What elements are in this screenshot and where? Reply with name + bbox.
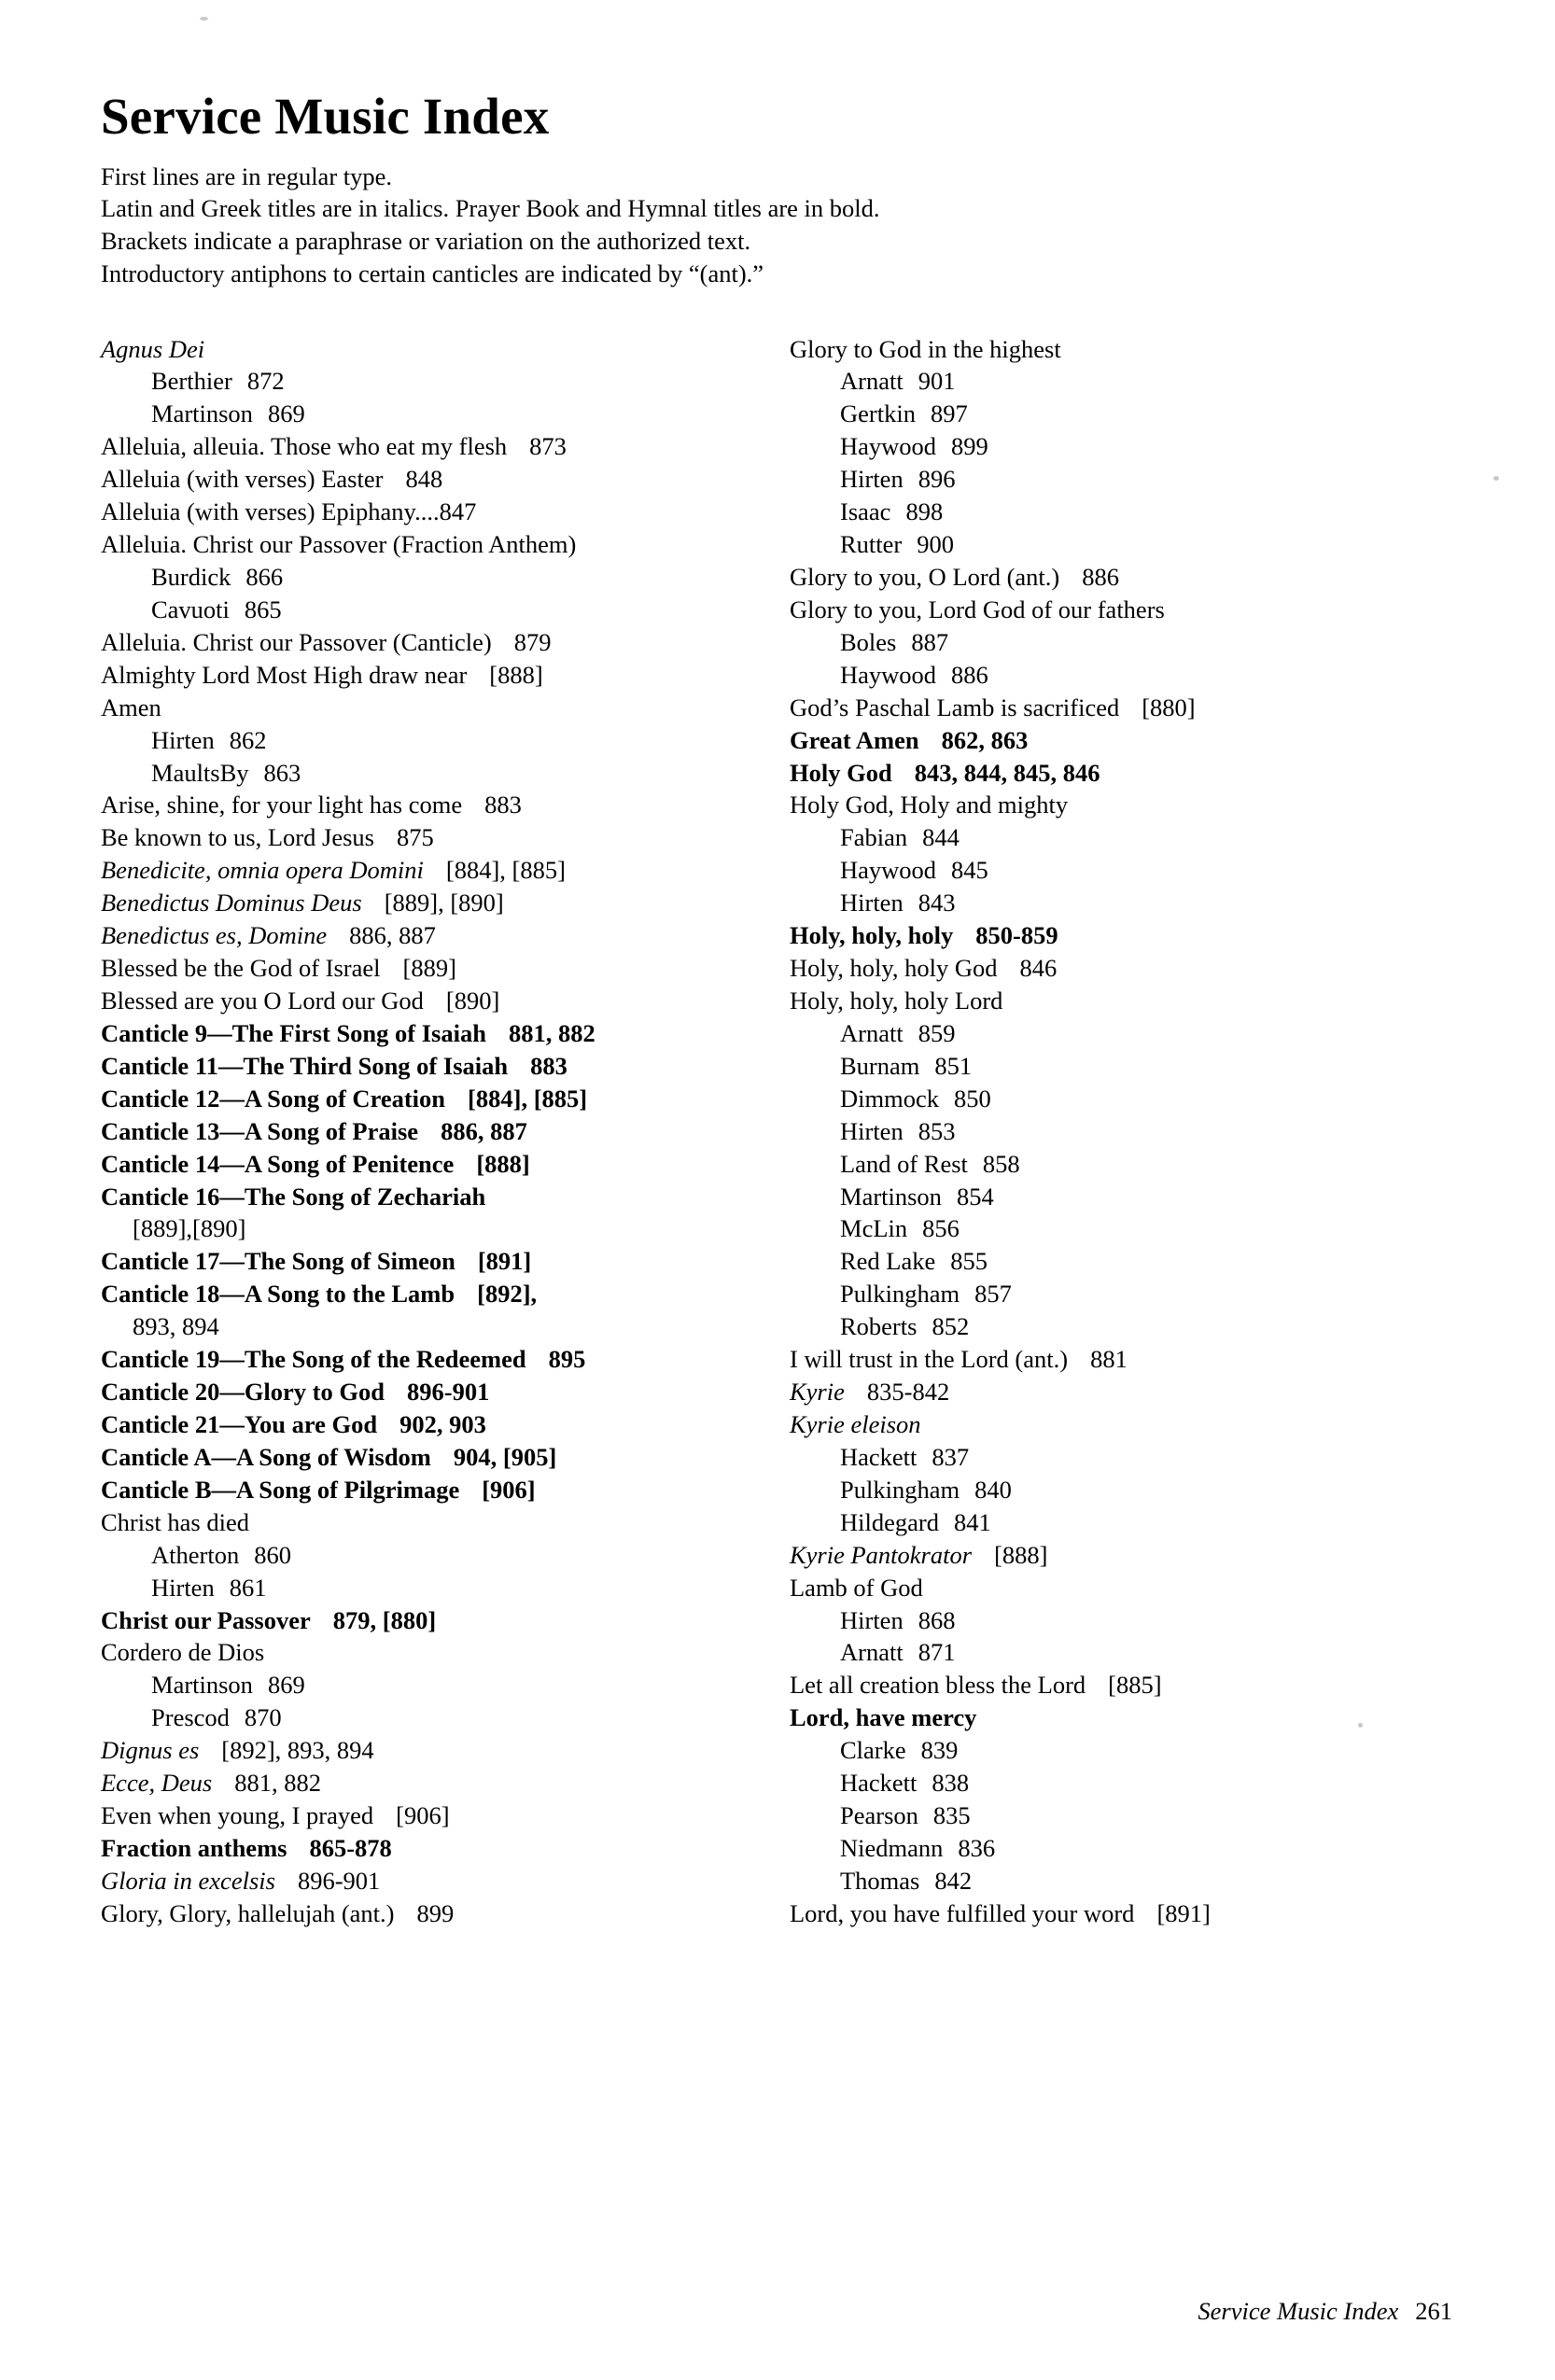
index-entry-page-numbers: 865 — [244, 595, 282, 623]
index-entry[interactable] — [790, 1408, 1465, 1441]
index-entry[interactable] — [101, 1832, 777, 1865]
index-entry-title: Canticle 12—A Song of Creation — [101, 1084, 446, 1113]
index-entry-title: Benedictus es, Domine — [101, 921, 328, 950]
index-entry-page-numbers: 856 — [922, 1214, 960, 1243]
index-entry[interactable] — [790, 528, 1465, 561]
index-entry-title: Be known to us, Lord Jesus — [101, 823, 374, 852]
scan-speck-icon — [1358, 1723, 1363, 1728]
index-entry[interactable] — [101, 333, 777, 366]
index-entry-page-numbers: 835 — [932, 1801, 971, 1830]
index-entry-title: Great Amen — [790, 725, 919, 754]
index-column-right — [777, 333, 1465, 1930]
index-entry-page-numbers: 866 — [245, 563, 284, 592]
index-entry[interactable] — [790, 985, 1465, 1017]
index-entry-title: Blessed are you O Lord our God — [101, 987, 424, 1015]
index-entry-page-numbers: 883 — [484, 791, 522, 819]
index-entry[interactable] — [790, 887, 1465, 919]
index-entry[interactable] — [790, 692, 1465, 724]
index-entry[interactable] — [790, 1604, 1465, 1637]
index-entry-title: Even when young, I prayed — [101, 1801, 374, 1830]
index-entry[interactable] — [101, 1212, 777, 1245]
index-entry[interactable] — [790, 1050, 1465, 1083]
index-entry-title: Kyrie — [790, 1378, 845, 1407]
index-entry-title: Niedmann — [840, 1833, 944, 1862]
index-entry-page-numbers: 869 — [267, 399, 305, 428]
index-entry[interactable] — [101, 1148, 777, 1181]
index-entry[interactable] — [790, 398, 1465, 430]
index-entry-title: Pulkingham — [840, 1280, 960, 1309]
index-entry-page-numbers: 840 — [974, 1475, 1012, 1504]
index-entry-page-numbers: [889], [890] — [384, 889, 504, 917]
index-entry-page-numbers: 899 — [416, 1898, 455, 1927]
index-entry-title: Canticle B—A Song of Pilgrimage — [101, 1475, 460, 1504]
index-entry-title: Holy, holy, holy God — [790, 954, 998, 983]
index-entry-page-numbers: 879 — [513, 627, 552, 656]
index-entry-title: Dimmock — [840, 1084, 939, 1113]
index-entry-page-numbers: 865-878 — [309, 1833, 392, 1862]
index-entry-title: Boles — [840, 627, 897, 656]
index-entry[interactable] — [101, 1441, 777, 1474]
index-entry[interactable] — [790, 1767, 1465, 1799]
index-entry-title: Canticle 14—A Song of Penitence — [101, 1149, 455, 1178]
index-entry-title: Martinson — [151, 399, 253, 428]
index-entry-page-numbers: 843, 844, 845, 846 — [914, 758, 1100, 787]
index-entry[interactable] — [101, 1604, 777, 1637]
index-entry-title: Glory, Glory, hallelujah (ant.) — [101, 1898, 395, 1927]
index-entry-page-numbers: 862 — [229, 725, 267, 754]
index-entry[interactable] — [790, 1799, 1465, 1832]
index-entry[interactable] — [101, 528, 777, 561]
index-entry-title: Canticle 17—The Song of Simeon — [101, 1247, 455, 1276]
index-entry-page-numbers: 869 — [267, 1671, 305, 1700]
index-entry[interactable] — [790, 1083, 1465, 1115]
index-entry-page-numbers: 860 — [254, 1540, 291, 1569]
index-entry-page-numbers: 861 — [229, 1573, 267, 1602]
scan-speck-icon — [1493, 476, 1499, 481]
index-entry-page-numbers: [885] — [1108, 1671, 1162, 1700]
index-entry-title: I will trust in the Lord (ant.) — [790, 1345, 1069, 1374]
index-entry-title: Dignus es — [101, 1736, 200, 1765]
index-entry-title: Alleluia. Christ our Passover (Canticle) — [101, 627, 492, 656]
index-entry-title: Lord, have mercy — [790, 1703, 977, 1732]
index-entry[interactable] — [101, 919, 777, 952]
index-entry-title: Prescod — [151, 1703, 230, 1732]
index-entry[interactable] — [790, 1212, 1465, 1245]
index-entry-page-numbers: 852 — [932, 1312, 970, 1341]
index-entry[interactable] — [101, 1734, 777, 1767]
index-entry-title: Ecce, Deus — [101, 1769, 213, 1798]
index-entry-page-numbers: 854 — [956, 1182, 994, 1211]
index-entry-title: Benedicite, omnia opera Domini — [101, 856, 424, 885]
index-entry-page-numbers: 859 — [918, 1018, 956, 1047]
index-entry-page-numbers: 850-859 — [975, 921, 1058, 950]
index-entry-title: Blessed be the God of Israel — [101, 954, 381, 983]
index-entry[interactable] — [790, 1669, 1465, 1701]
index-entry-page-numbers: 881, 882 — [508, 1018, 595, 1047]
index-entry-page-numbers: [884], [885] — [445, 856, 566, 885]
index-entry[interactable] — [101, 887, 777, 919]
index-entry[interactable] — [790, 1148, 1465, 1181]
index-entry[interactable] — [790, 430, 1465, 463]
index-entry-page-numbers: 846 — [1019, 954, 1058, 983]
index-entry[interactable] — [790, 821, 1465, 854]
index-entry-title: Burnam — [840, 1051, 920, 1080]
index-entry-page-numbers: 836 — [958, 1833, 996, 1862]
index-entry-page-numbers: 835-842 — [866, 1378, 950, 1407]
intro-line-3: Brackets indicate a paraphrase or variation on the authorized text. — [101, 227, 751, 256]
index-entry-title: Holy, holy, holy Lord — [790, 987, 1003, 1015]
index-entry[interactable] — [790, 1376, 1465, 1408]
index-entry-title: Canticle 16—The Song of Zechariah — [101, 1182, 486, 1211]
index-entry-title: Canticle 21—You are God — [101, 1409, 378, 1438]
index-entry[interactable] — [790, 1343, 1465, 1376]
index-entry-title: Kyrie Pantokrator — [790, 1540, 973, 1569]
index-entry-title: Martinson — [840, 1182, 942, 1211]
index-entry-title: Alleluia, alleuia. Those who eat my flesh — [101, 432, 508, 461]
index-entry-title: Canticle 9—The First Song of Isaiah — [101, 1018, 486, 1047]
index-entry-page-numbers: 842 — [934, 1866, 973, 1895]
index-entry[interactable] — [101, 1865, 777, 1897]
index-entry[interactable] — [101, 1181, 777, 1213]
index-entry[interactable] — [790, 1636, 1465, 1669]
index-entry-page-numbers: 868 — [918, 1605, 956, 1634]
index-entry[interactable] — [790, 1474, 1465, 1506]
index-entry-title: Let all creation bless the Lord — [790, 1671, 1086, 1700]
index-entry-title: Canticle 19—The Song of the Redeemed — [101, 1345, 526, 1374]
scan-speck-icon — [200, 17, 208, 21]
index-entry[interactable] — [101, 594, 777, 626]
index-entry[interactable] — [790, 1181, 1465, 1213]
index-entry-title: Rutter — [840, 530, 903, 559]
index-entry[interactable] — [101, 365, 777, 398]
intro-line-2: Latin and Greek titles are in italics. Prayer Book and Hymnal titles are in bold. — [101, 194, 880, 223]
index-entry[interactable] — [790, 333, 1465, 366]
index-columns — [101, 333, 1454, 1930]
index-entry-title: Lamb of God — [790, 1573, 923, 1602]
index-entry[interactable] — [790, 1310, 1465, 1343]
page-footer — [1198, 2297, 1452, 2326]
index-entry[interactable] — [790, 1017, 1465, 1050]
index-entry[interactable] — [101, 1897, 777, 1930]
index-entry[interactable] — [101, 854, 777, 887]
page-title: Service Music Index — [101, 88, 550, 145]
index-entry[interactable] — [790, 1115, 1465, 1148]
index-entry-page-numbers: [891] — [1156, 1898, 1211, 1927]
page-content — [101, 90, 1454, 1930]
index-entry[interactable] — [101, 789, 777, 821]
index-entry-title: Haywood — [840, 660, 937, 689]
index-entry-title: Red Lake — [840, 1247, 936, 1276]
index-entry[interactable] — [101, 1050, 777, 1083]
index-entry-title: Fabian — [840, 823, 908, 852]
footer-title: Service Music Index — [1198, 2297, 1399, 2325]
index-entry-page-numbers: [880] — [1142, 693, 1196, 721]
index-entry-title: Cavuoti — [151, 595, 230, 623]
index-entry-title: Lord, you have fulfilled your word — [790, 1898, 1135, 1927]
index-entry-title: Hirten — [840, 1116, 904, 1145]
index-entry[interactable] — [101, 626, 777, 659]
index-entry-page-numbers: 862, 863 — [941, 725, 1029, 754]
index-entry[interactable] — [101, 496, 777, 528]
index-entry-page-numbers: 838 — [932, 1769, 970, 1798]
index-entry[interactable] — [790, 1865, 1465, 1897]
index-entry-title: Land of Rest — [840, 1149, 968, 1178]
index-entry-page-numbers: 858 — [982, 1149, 1020, 1178]
index-entry[interactable] — [101, 659, 777, 692]
index-entry-page-numbers: 873 — [529, 432, 567, 461]
index-entry-page-numbers: 896 — [918, 465, 956, 494]
index-entry-page-numbers: 886 — [1082, 563, 1119, 592]
index-entry-title: Alleluia. Christ our Passover (Fraction Anthem) — [101, 530, 577, 559]
index-entry-page-numbers: 839 — [920, 1736, 959, 1765]
index-entry[interactable] — [101, 1506, 777, 1539]
index-entry-page-numbers: 900 — [917, 530, 954, 559]
index-entry-title: Holy God — [790, 758, 892, 787]
index-entry[interactable] — [101, 1017, 777, 1050]
index-entry[interactable] — [101, 430, 777, 463]
index-entry-title: Hirten — [151, 1573, 215, 1602]
index-entry[interactable] — [790, 1701, 1465, 1734]
index-entry-page-numbers: 895 — [548, 1345, 586, 1374]
index-entry-page-numbers: [892], — [477, 1280, 538, 1309]
index-entry-title: Holy God, Holy and mighty — [790, 791, 1069, 819]
index-entry-page-numbers: [888] — [476, 1149, 530, 1178]
index-entry[interactable] — [101, 1799, 777, 1832]
index-entry-page-numbers: 863 — [263, 758, 301, 787]
index-entry-page-numbers: 848 — [405, 465, 443, 494]
intro-line-4: Introductory antiphons to certain canticles are indicated by “(ant).” — [101, 259, 764, 287]
index-entry-page-numbers: [888] — [489, 660, 543, 689]
index-entry-title: Haywood — [840, 856, 937, 885]
index-entry[interactable] — [790, 1506, 1465, 1539]
index-entry-page-numbers: 887 — [911, 627, 949, 656]
index-entry-title: Hirten — [840, 465, 904, 494]
index-entry-page-numbers: 841 — [953, 1507, 991, 1536]
index-entry-title: Gertkin — [840, 399, 916, 428]
index-entry-title: Arise, shine, for your light has come — [101, 791, 463, 819]
index-entry-page-numbers: [890] — [445, 987, 500, 1015]
index-entry-title: Burdick — [151, 563, 231, 592]
index-entry-title: Clarke — [840, 1736, 906, 1765]
index-entry[interactable] — [101, 1539, 777, 1572]
index-entry[interactable] — [101, 1083, 777, 1115]
index-entry-page-numbers: 904, [905] — [453, 1442, 557, 1471]
index-entry[interactable] — [790, 463, 1465, 496]
index-entry-page-numbers: 896-901 — [407, 1378, 490, 1407]
index-entry[interactable] — [101, 1767, 777, 1799]
index-entry-title: Arnatt — [840, 1638, 904, 1667]
index-entry[interactable] — [790, 1539, 1465, 1572]
index-entry[interactable] — [790, 626, 1465, 659]
index-entry-title: Glory to you, O Lord (ant.) — [790, 563, 1060, 592]
index-entry-title: McLin — [840, 1214, 908, 1243]
index-entry-page-numbers: 901 — [918, 367, 956, 396]
index-entry-title: Canticle 11—The Third Song of Isaiah — [101, 1051, 509, 1080]
index-entry[interactable] — [790, 919, 1465, 952]
index-entry[interactable] — [790, 952, 1465, 985]
index-entry-title: Canticle 20—Glory to God — [101, 1378, 385, 1407]
index-entry-page-numbers: 844 — [922, 823, 960, 852]
index-entry-title: MaultsBy — [151, 758, 249, 787]
index-entry-page-numbers: 855 — [950, 1247, 988, 1276]
index-entry-title: Hirten — [840, 1605, 904, 1634]
index-entry[interactable] — [790, 1245, 1465, 1278]
index-entry-title: Holy, holy, holy — [790, 921, 954, 950]
index-entry-title: Canticle 13—A Song of Praise — [101, 1116, 419, 1145]
index-entry-page-numbers: 883 — [530, 1051, 567, 1080]
index-entry[interactable] — [790, 659, 1465, 692]
index-entry-page-numbers: 875 — [396, 823, 434, 852]
index-entry[interactable] — [790, 1832, 1465, 1865]
index-entry[interactable] — [790, 724, 1465, 757]
index-entry-page-numbers: 843 — [918, 889, 956, 917]
index-entry-title: Canticle A—A Song of Wisdom — [101, 1442, 431, 1471]
index-entry-page-numbers: 881 — [1090, 1345, 1128, 1374]
index-entry-page-numbers: [884], [885] — [468, 1084, 588, 1113]
index-entry-page-numbers: 899 — [951, 432, 988, 461]
index-entry-title: Glory to you, Lord God of our fathers — [790, 595, 1165, 623]
index-entry-title: Christ our Passover — [101, 1605, 311, 1634]
index-entry[interactable] — [101, 561, 777, 594]
index-entry-title: Benedictus Dominus Deus — [101, 889, 362, 917]
index-column-left — [101, 333, 777, 1930]
index-entry-title: Fraction anthems — [101, 1833, 287, 1862]
index-entry-title: Pulkingham — [840, 1475, 960, 1504]
index-entry-title: Glory to God in the highest — [790, 334, 1061, 363]
index-entry[interactable] — [101, 692, 777, 724]
index-entry[interactable] — [101, 463, 777, 496]
index-entry[interactable] — [101, 398, 777, 430]
index-entry-title: God’s Paschal Lamb is sacrificed — [790, 693, 1120, 721]
index-entry-title: Hirten — [151, 725, 215, 754]
index-entry-page-numbers: 886 — [951, 660, 988, 689]
index-entry-title: Hildegard — [840, 1507, 939, 1536]
index-entry-title: Haywood — [840, 432, 937, 461]
index-entry-title: Hackett — [840, 1769, 918, 1798]
index-entry-page-numbers: 879, [880] — [332, 1605, 437, 1634]
index-entry[interactable] — [101, 1343, 777, 1376]
intro-line-1: First lines are in regular type. — [101, 161, 393, 190]
index-entry[interactable] — [101, 724, 777, 757]
index-entry-page-numbers: 853 — [918, 1116, 956, 1145]
index-entry-page-numbers: [889] — [402, 954, 456, 983]
index-entry[interactable] — [101, 1636, 777, 1669]
index-entry-page-numbers: 881, 882 — [234, 1769, 321, 1798]
index-entry-title: Agnus Dei — [101, 334, 205, 363]
index-entry[interactable] — [101, 1669, 777, 1701]
index-entry-page-numbers: 851 — [934, 1051, 973, 1080]
index-entry-title: Hackett — [840, 1442, 918, 1471]
index-entry-page-numbers: 871 — [918, 1638, 956, 1667]
index-entry-title: Christ has died — [101, 1507, 249, 1536]
index-entry[interactable] — [101, 1408, 777, 1441]
index-entry[interactable] — [790, 854, 1465, 887]
index-entry-title: Alleluia (with verses) Epiphany....847 — [101, 497, 477, 526]
index-entry-title: Gloria in excelsis — [101, 1866, 275, 1895]
index-entry[interactable] — [790, 1734, 1465, 1767]
index-entry[interactable] — [790, 1278, 1465, 1310]
index-entry[interactable] — [790, 594, 1465, 626]
index-entry[interactable] — [790, 1897, 1465, 1930]
index-entry-page-numbers: 886, 887 — [349, 921, 436, 950]
index-entry[interactable] — [101, 757, 777, 790]
index-entry-page-numbers: [892], 893, 894 — [221, 1736, 374, 1765]
index-entry-title: Canticle 18—A Song to the Lamb — [101, 1280, 455, 1309]
index-entry[interactable] — [101, 1245, 777, 1278]
index-entry-title: Hirten — [840, 889, 904, 917]
index-entry-page-numbers: [888] — [994, 1540, 1048, 1569]
index-entry[interactable] — [790, 1441, 1465, 1474]
index-entry[interactable] — [790, 496, 1465, 528]
index-entry-page-numbers: [906] — [482, 1475, 536, 1504]
index-entry[interactable] — [101, 952, 777, 985]
index-entry-page-numbers: 898 — [905, 497, 944, 526]
index-entry-title: Arnatt — [840, 367, 904, 396]
index-entry[interactable] — [790, 365, 1465, 398]
index-entry-page-numbers: [891] — [477, 1247, 532, 1276]
index-entry-page-numbers: 897 — [930, 399, 968, 428]
index-entry[interactable] — [790, 1572, 1465, 1604]
index-entry-page-numbers: 837 — [932, 1442, 970, 1471]
index-entry[interactable] — [101, 985, 777, 1017]
index-entry[interactable] — [101, 1572, 777, 1604]
index-entry-title: Thomas — [840, 1866, 920, 1895]
index-entry[interactable] — [101, 1701, 777, 1734]
footer-page-number: 261 — [1415, 2297, 1452, 2325]
index-entry-page-numbers: 893, 894 — [133, 1312, 219, 1341]
index-entry-title: Amen — [101, 693, 161, 721]
index-entry[interactable] — [101, 1474, 777, 1506]
index-entry[interactable] — [101, 1376, 777, 1408]
index-entry-title: Pearson — [840, 1801, 918, 1830]
index-entry-page-numbers: 886, 887 — [441, 1116, 527, 1145]
index-entry[interactable] — [790, 561, 1465, 594]
index-entry-page-numbers: [889],[890] — [133, 1214, 246, 1243]
index-entry-page-numbers: 845 — [951, 856, 988, 885]
index-entry[interactable] — [790, 757, 1465, 790]
index-entry[interactable] — [790, 789, 1465, 821]
index-entry-page-numbers: 870 — [244, 1703, 282, 1732]
index-entry[interactable] — [101, 1310, 777, 1343]
intro-note — [101, 161, 1454, 290]
index-entry-title: Berthier — [151, 367, 232, 396]
index-entry-page-numbers: [906] — [396, 1801, 450, 1830]
index-entry-title: Alleluia (with verses) Easter — [101, 465, 384, 494]
index-entry[interactable] — [101, 1278, 777, 1310]
index-entry[interactable] — [101, 1115, 777, 1148]
index-entry-title: Cordero de Dios — [101, 1638, 265, 1667]
index-entry-page-numbers: 857 — [974, 1280, 1012, 1309]
index-entry[interactable] — [101, 821, 777, 854]
index-entry-title: Roberts — [840, 1312, 918, 1341]
index-entry-page-numbers: 850 — [954, 1084, 991, 1113]
index-entry-title: Atherton — [151, 1540, 240, 1569]
index-entry-title: Martinson — [151, 1671, 253, 1700]
index-entry-title: Arnatt — [840, 1018, 904, 1047]
index-entry-page-numbers: 896-901 — [297, 1866, 381, 1895]
index-entry-title: Kyrie eleison — [790, 1409, 921, 1438]
index-entry-title: Isaac — [840, 497, 891, 526]
index-entry-title: Almighty Lord Most High draw near — [101, 660, 468, 689]
index-entry-page-numbers: 872 — [246, 367, 285, 396]
index-entry-page-numbers: 902, 903 — [399, 1409, 486, 1438]
